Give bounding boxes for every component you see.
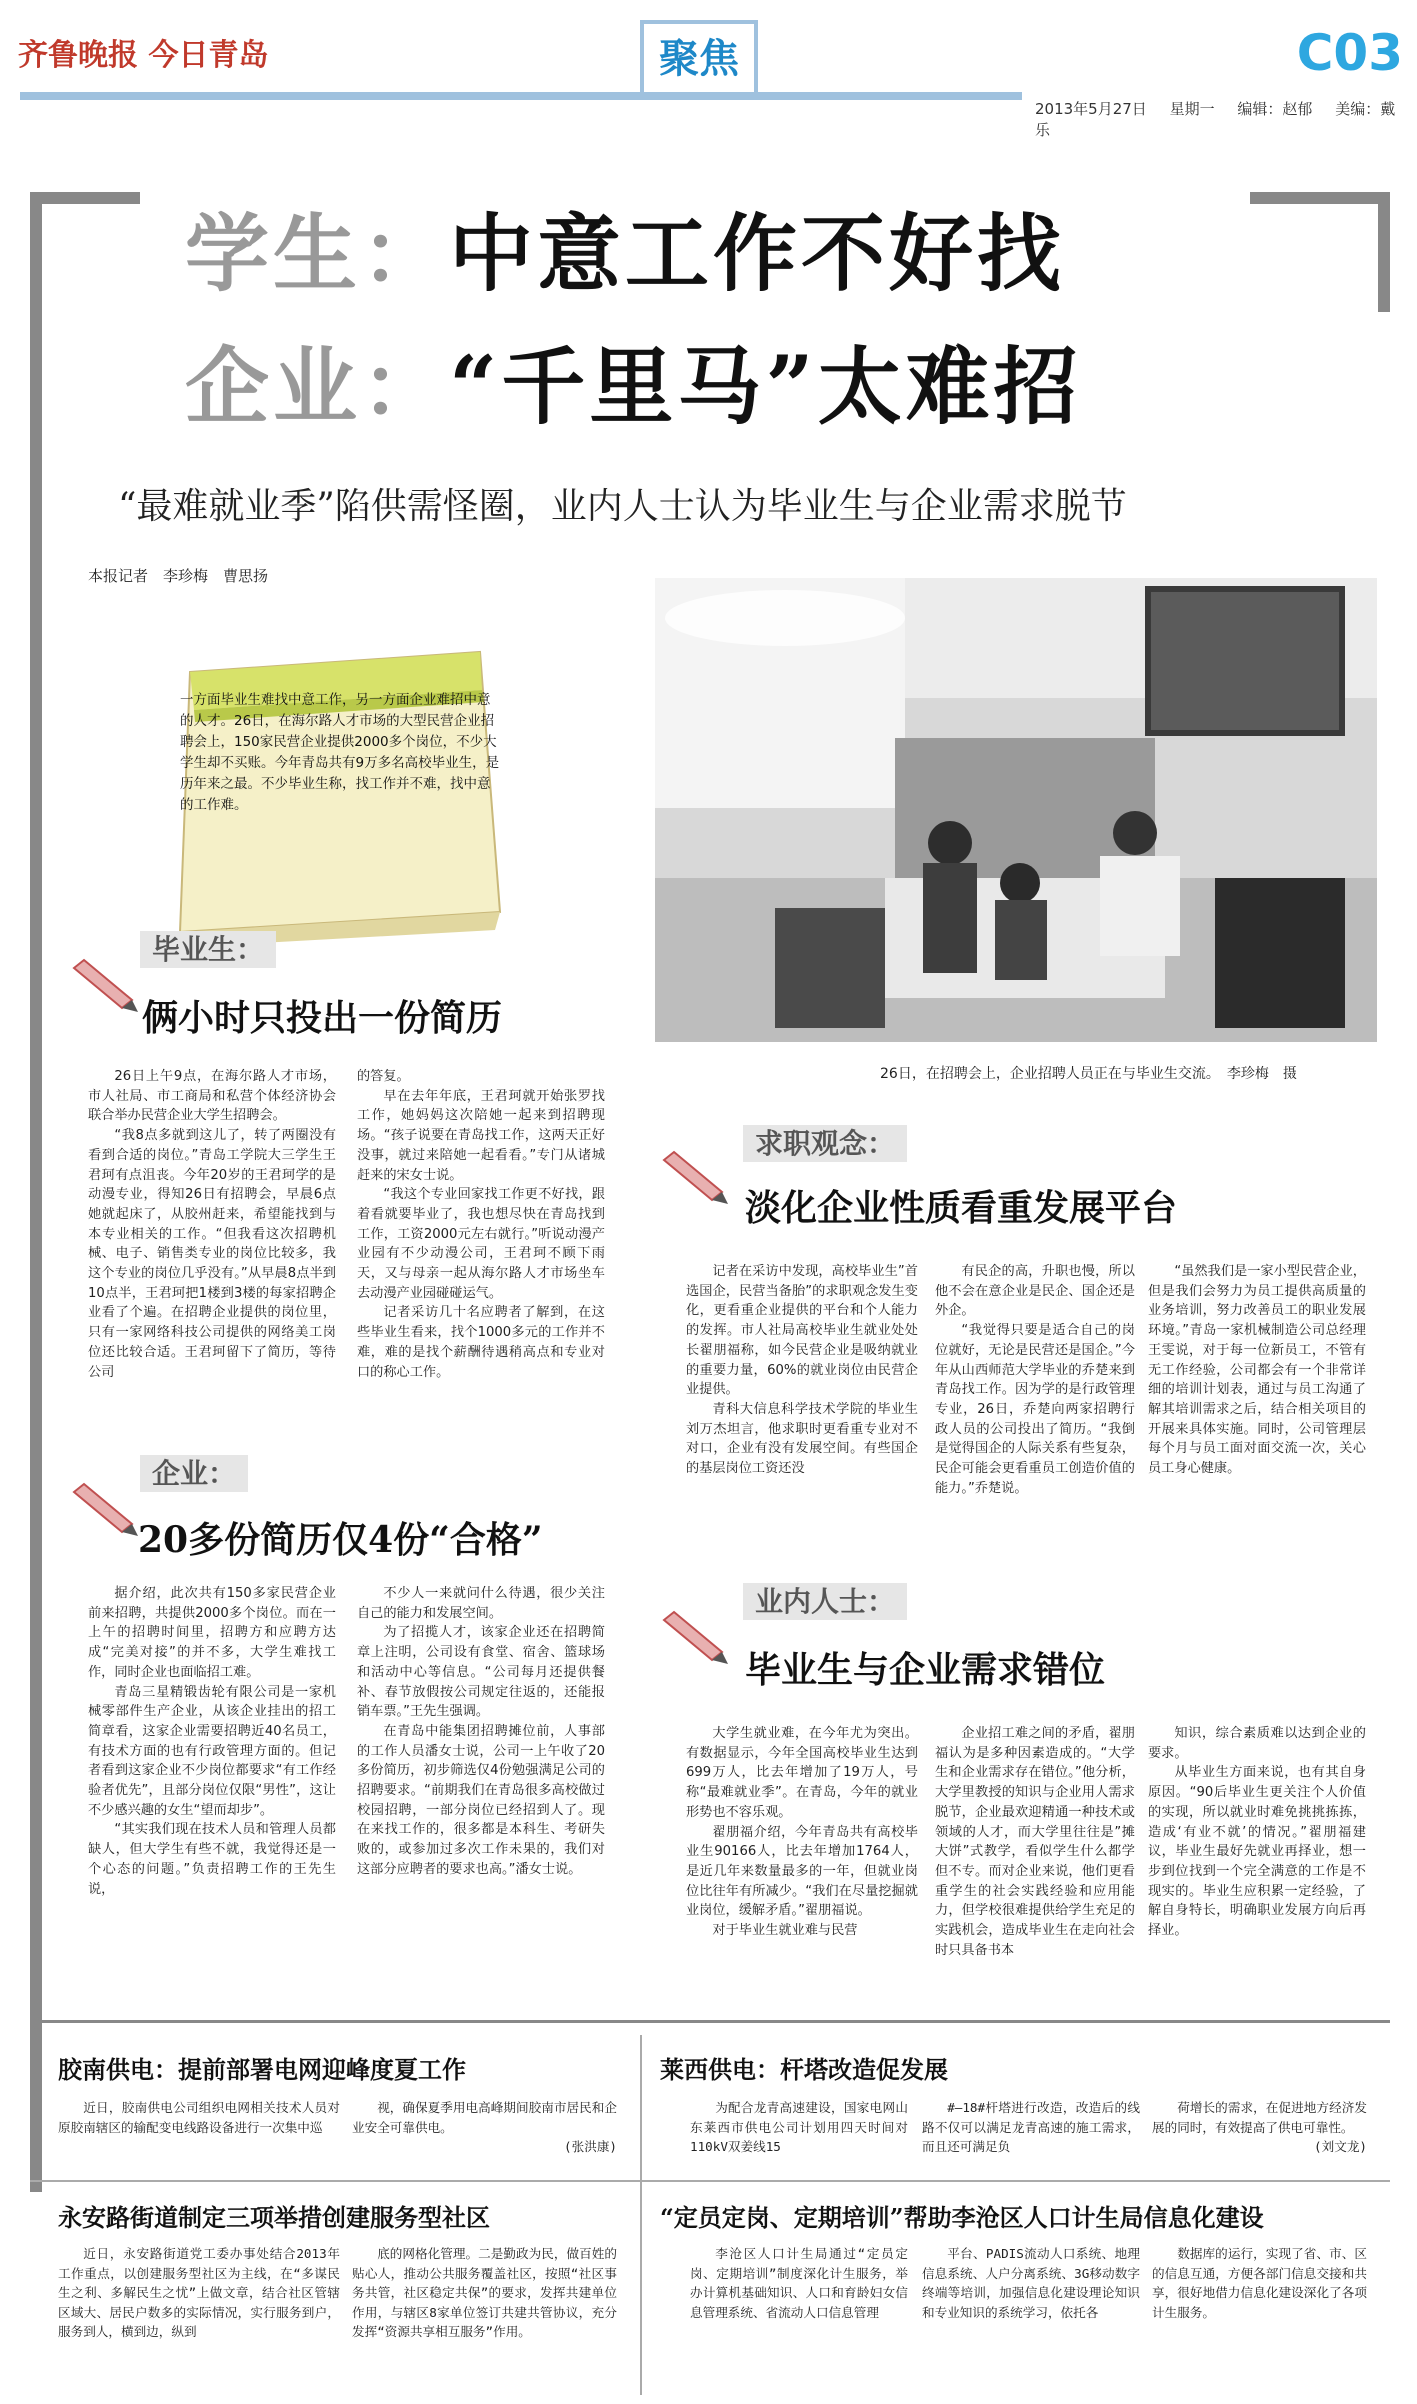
section1-label: 毕业生： (140, 928, 276, 968)
headline-label-1: 学生： (185, 204, 450, 303)
pencil-icon (660, 1610, 730, 1666)
section4-col1 (686, 1724, 918, 1941)
news3-col1: 近日，永安路街道党工委办事处结合2013年工作重点，以创建服务型社区为主线，在“多谋民生之利、多解民生之忧”上做文章，结合社区管辖区域大、居民户数多的实际情况，实行服务到户，服务到人，横到边，纵到 (58, 2246, 340, 2339)
paragraph: 记者采访几十名应聘者了解到，在这些毕业生看来，找个1000多元的工作并不难，难的是找个薪酬待遇稍高点和专业对口的称心工作。 (357, 1305, 605, 1380)
masthead-meta (1035, 98, 1417, 140)
section1-col2 (357, 1067, 605, 1382)
news3-title: 永安路街道制定三项举措创建服务型社区 (58, 2203, 490, 2232)
news1-col1: 近日，胶南供电公司组织电网相关技术人员对原胶南辖区的输配变电线路设备进行一次集中巡 (58, 2100, 340, 2135)
section3-label: 求职观念： (743, 1122, 907, 1162)
paragraph: 企业招工难之间的矛盾，翟朋福认为是多种因素造成的。“大学生和企业需求存在错位。”他分析，大学里教授的知识与企业用人需求脱节，企业最欢迎精通一种技术或领域的人才，而大学里往往是”摊大饼”式教学，看似学生什么都学但不专。而对企业来说，他们更看重学生的社会实践经验和应用能力，但学校很难提供给学生充足的实践机会，造成毕业生在走向社会时只具备书本 (935, 1726, 1135, 1958)
issue-weekday: 星期一 (1169, 100, 1215, 118)
news4-title: “定员定岗、定期培训”帮助李沧区人口计生局信息化建设 (660, 2203, 1264, 2232)
paragraph: 的答复。 (357, 1069, 410, 1084)
section3-col2 (935, 1262, 1135, 1498)
paragraph: 为了招揽人才，该家企业还在招聘简章上注明，公司设有食堂、宿舍、篮球场和活动中心等信息。“公司每月还提供餐补、春节放假按公司规定往返的，还能报销车票。”王先生强调。 (357, 1625, 605, 1720)
designer-credit: 美编：戴乐 (1035, 100, 1396, 139)
pencil-icon (70, 958, 140, 1014)
news1-col2: 视，确保夏季用电高峰期间胶南市居民和企业安全可靠供电。 (张洪康) (352, 2098, 617, 2157)
paragraph: “我8点多就到这儿了，转了两圈没有看到合适的岗位。”青岛工学院大三学生王君珂有点沮丧。今年20岁的王君珂学的是动漫专业，得知26日有招聘会，早晨6点她就起床了，从胶州赶来，希望能找到与本专业相关的工作。“但我看这次招聘机械、电子、销售类专业的岗位比较多，我这个专业的岗位几乎没有。”从早晨8点半到10点半，王君珂把1楼到3楼的每家招聘企业看了个遍。在招聘企业提供的岗位里，只有一家网络科技公司提供的网络美工岗位还比较合适。王君珂留下了简历，等待公司 (88, 1128, 336, 1380)
paragraph: 青岛三星精锻齿轮有限公司是一家机械零部件生产企业，从该企业挂出的招工简章看，这家企业需要招聘近40名员工，有技术方面的也有行政管理方面的。但记者看到这家企业不少岗位都要求“有工作经验者优先”，且部分岗位仅限“男性”，这让不少感兴趣的女生“望而却步”。 (88, 1684, 336, 1818)
news3-col2: 底的网格化管理。二是勤政为民，做百姓的贴心人，推动公共服务覆盖社区，按照“社区事务共管，社区稳定共保”的要求，发挥共建单位作用，与辖区8家单位签订共建共管协议，充分发挥“资源共享相互服务”作用。 (352, 2246, 617, 2339)
editor-credit: 编辑：赵郁 (1237, 100, 1313, 118)
masthead-rule (20, 92, 1022, 100)
paragraph: 不少人一来就问什么待遇，很少关注自己的能力和发展空间。 (357, 1586, 605, 1621)
section3-col1 (686, 1262, 918, 1479)
job-fair-photo (655, 578, 1377, 1042)
section1-title: 俩小时只投出一份简历 (142, 997, 503, 1039)
section4-title: 毕业生与企业需求错位 (745, 1649, 1106, 1691)
news1-title: 胶南供电：提前部署电网迎峰度夏工作 (58, 2055, 466, 2084)
section2-title: 20多份简历仅4份“合格” (138, 1519, 543, 1561)
photo-caption: 26日，在招聘会上，企业招聘人员正在与毕业生交流。 李珍梅 摄 (880, 1066, 1297, 1082)
headline-line-1 (185, 204, 1066, 303)
headline-line-2 (185, 337, 1082, 436)
frame-top-left (30, 192, 140, 204)
paragraph: 从毕业生方面来说，也有其自身原因。“90后毕业生更关注个人价值的实现，所以就业时难免挑挑拣拣，造成‘有业不就’的情况。”翟朋福建议，毕业生最好先就业再择业，想一步到位找到一个完全满意的工作是不现实的。毕业生应积累一定经验，了解自身特长，明确职业发展方向后再择业。 (1148, 1765, 1366, 1939)
paragraph: 青科大信息科学技术学院的毕业生刘万杰坦言，他求职时更看重专业对不对口，企业有没有发展空间。有些国企的基层岗位工资还没 (686, 1401, 918, 1477)
paragraph: “我觉得只要是适合自己的岗位就好，无论是民营还是国企。”今年从山西师范大学毕业的乔楚来到青岛找工作。因为学的是行政管理专业，26日，乔楚向两家招聘行政人员的公司投出了简历。“我倒是觉得国企的人际关系有些复杂，民企可能会更看重员工创造价值的能力。”乔楚说。 (935, 1323, 1135, 1496)
paragraph: 26日上午9点，在海尔路人才市场，市人社局、市工商局和私营个体经济协会联合举办民营企业大学生招聘会。 (88, 1069, 336, 1124)
paragraph: 据介绍，此次共有150多家民营企业前来招聘，共提供2000多个岗位。而在一上午的招聘时间里，招聘方和应聘方达成“完美对接”的并不多，大学生难找工作，同时企业也面临招工难。 (88, 1586, 336, 1680)
headline-label-2: 企业： (185, 337, 450, 436)
paragraph: 对于毕业生就业难与民营 (712, 1923, 858, 1939)
frame-top-right (1250, 192, 1390, 204)
news1-signature: (张洪康) (564, 2139, 617, 2154)
pencil-icon (70, 1482, 140, 1538)
news4-col3: 数据库的运行，实现了省、市、区的信息互通，方便各部门信息交接和共享，很好地借力信息化建设深化了各项计生服务。 (1152, 2246, 1367, 2320)
section4-col3 (1148, 1724, 1366, 1941)
section1-col1 (88, 1067, 336, 1382)
news-divider (30, 2020, 1390, 2023)
news4-col2: 平台、PADIS流动人口系统、地理信息系统、人户分离系统、3G移动数字终端等培训，加强信息化建设理论知识和专业知识的系统学习，依托各 (922, 2246, 1140, 2320)
paragraph: 在青岛中能集团招聘摊位前，人事部的工作人员潘女士说，公司一上午收了20多份简历，初步筛选仅4份勉强满足公司的招聘要求。“前期我们在青岛很多高校做过校园招聘，一部分岗位已经招到人了。现在来找工作的，很多都是本科生、考研失败的，或参加过多次工作未果的，我们对这部分应聘者的要求也高。”潘女士说。 (357, 1723, 605, 1877)
paragraph: 翟朋福介绍，今年青岛共有高校毕业生90166人，比去年增加1764人，是近几年来数量最多的一年，但就业岗位比往年有所减少。“我们在尽量挖掘就业岗位，缓解矛盾。”翟朋福说。 (686, 1824, 918, 1919)
news2-signature: (刘文龙) (1314, 2139, 1367, 2154)
section4-label: 业内人士： (743, 1580, 907, 1620)
paragraph: 有民企的高，升职也慢，所以他不会在意企业是民企、国企还是外企。 (935, 1264, 1135, 1319)
section3-title: 淡化企业性质看重发展平台 (745, 1187, 1178, 1229)
news4-col1: 李沧区人口计生局通过“定员定岗、定期培训”制度深化计生服务，举办计算机基础知识、人口和育龄妇女信息管理系统、省流动人口信息管理 (690, 2246, 908, 2320)
frame-left (30, 192, 42, 2192)
paragraph: “虽然我们是一家小型民营企业，但是我们会努力为员工提供高质量的业务培训，努力改善员工的职业发展环境。”青岛一家机械制造公司总经理王雯说，对于每一位新员工，不管有无工作经验，公司都会有一个非常详细的培训计划表，通过与员工沟通了解其培训需求之后，结合相关项目的开展来具体实施。同时，公司管理层每个月与员工面对面交流一次，关心员工身心健康。 (1148, 1264, 1366, 1477)
subheadline: “最难就业季”陷供需怪圈，业内人士认为毕业生与企业需求脱节 (118, 486, 1127, 527)
headline-text-1: 中意工作不好找 (449, 204, 1066, 303)
news-vertical-divider (640, 2035, 642, 2395)
lead-paragraph: 一方面毕业生难找中意工作，另一方面企业难招中意的人才。26日，在海尔路人才市场的大型民营企业招聘会上，150家民营企业提供2000多个岗位，不少大学生却不买账。今年青岛共有9万多名高校毕业生，是历年来之最。不少毕业生称，找工作并不难，找中意的工作难。 (180, 692, 500, 813)
paragraph: “我这个专业回家找工作更不好找，跟着看就要毕业了，我也想尽快在青岛找到工作，工资2000元左右就行。”听说动漫产业园有不少动漫公司，王君珂不顾下雨天，又与母亲一起从海尔路人才市场坐车去动漫产业园碰碰运气。 (357, 1187, 605, 1301)
section2-label: 企业： (140, 1452, 248, 1492)
pencil-icon (660, 1150, 730, 1206)
paragraph: 早在去年年底，王君珂就开始张罗找工作，她妈妈这次陪她一起来到招聘现场。“孩子说要在青岛找工作，这两天正好没事，就过来陪她一起看看。”专门从诸城赶来的宋女士说。 (357, 1088, 605, 1183)
page-number: C03 (1296, 24, 1403, 82)
frame-right-top (1378, 192, 1390, 312)
news-mid-divider (30, 2180, 1390, 2182)
section-name: 聚焦 (640, 20, 758, 98)
news2-col3: 荷增长的需求，在促进地方经济发展的同时，有效提高了供电可靠性。 (刘文龙) (1152, 2098, 1367, 2157)
paragraph: “其实我们现在技术人员和管理人员都缺人，但大学生有些不就，我觉得还是一个心态的问题。”负责招聘工作的王先生说， (88, 1822, 336, 1897)
section3-col3 (1148, 1262, 1366, 1479)
section2-col2 (357, 1584, 605, 1880)
issue-date: 2013年5月27日 (1035, 100, 1147, 118)
newspaper-logo: 齐鲁晚报 今日青岛 (18, 38, 269, 73)
news2-col1: 为配合龙青高速建设，国家电网山东莱西市供电公司计划用四天时间对110kV双姜线15 (690, 2100, 908, 2154)
byline: 本报记者 李珍梅 曹思扬 (88, 567, 269, 585)
section2-col1 (88, 1584, 336, 1899)
news2-title: 莱西供电：杆塔改造促发展 (660, 2055, 948, 2084)
news2-col2: #—18#杆塔进行改造，改造后的线路不仅可以满足龙青高速的施工需求，而且还可满足负 (922, 2100, 1140, 2154)
paragraph: 记者在采访中发现，高校毕业生”首选国企，民营当备胎”的求职观念发生变化，更看重企业提供的平台和个人能力的发挥。市人社局高校毕业生就业处处长翟朋福称，如今民营企业是吸纳就业的重要力量，60%的就业岗位由民营企业提供。 (686, 1264, 918, 1398)
section4-col2 (935, 1724, 1135, 1960)
paragraph: 知识，综合素质难以达到企业的要求。 (1148, 1726, 1366, 1761)
paragraph: 大学生就业难，在今年尤为突出。有数据显示，今年全国高校毕业生达到699万人，比去年增加了19万人，号称“最难就业季”。在青岛，今年的就业形势也不容乐观。 (686, 1726, 918, 1820)
headline-text-2: “千里马”太难招 (449, 337, 1082, 436)
